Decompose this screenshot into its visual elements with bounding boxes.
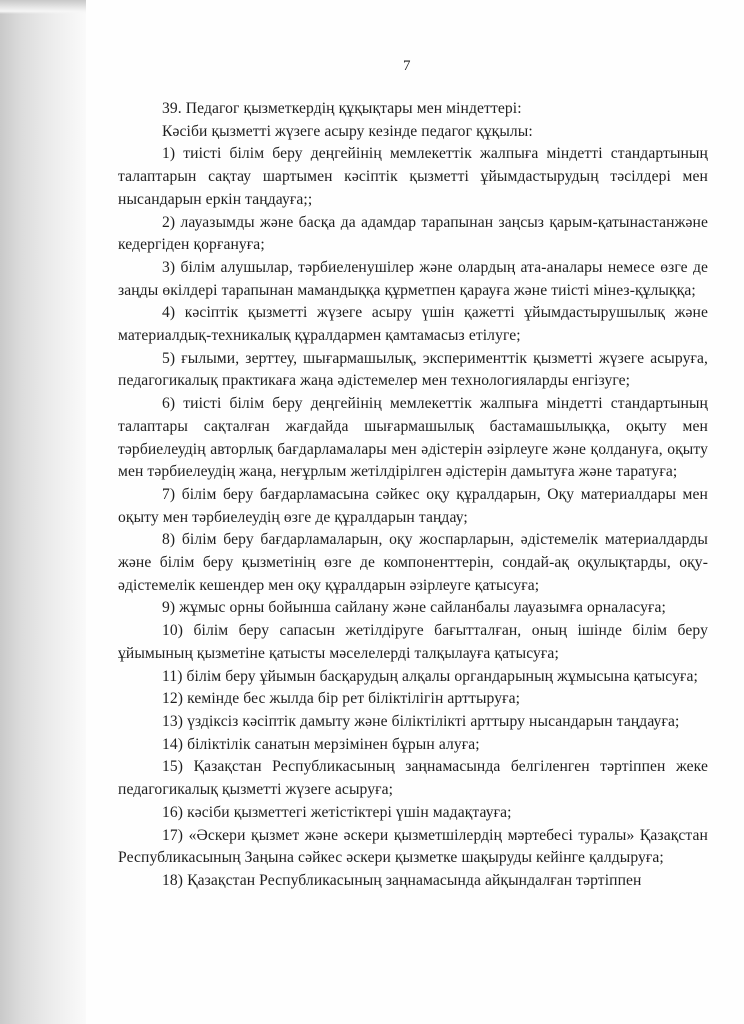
list-item: 6) тиісті білім беру деңгейінің мемлекеттік жалпыға міндетті стандартының талаптары сақталған жағдайда шығармашылық бастамашылыққа, оқыту мен тәрбиелеудің авторлық бағдарламалары мен әдістерін әзірлеуге және қолдануға, оқыту мен тәрбиелеудің жаңа, неғұрлым жетілдірілген әдістерін дамытуға және таратуға; — [118, 395, 708, 481]
intro-paragraph: Кәсіби қызметті жүзеге асыру кезінде педагог құқылы: — [162, 122, 533, 140]
scan-edge-shadow — [0, 0, 86, 1024]
list-item: 3) білім алушылар, тәрбиеленушілер және олардың ата-аналары немесе өзге де заңды өкілдері тарапынан мамандыққа құрметпен қарауға және тиісті мінез-құлыққа; — [118, 258, 708, 299]
document-body — [118, 98, 708, 893]
list-item: 1) тиісті білім беру деңгейінің мемлекеттік жалпыға міндетті стандартының талаптарын сақтау шартымен кәсіптік қызметті ұйымдастырудың тәсілдері мен нысандарын еркін таңдауға;; — [118, 145, 708, 208]
list-item: 2) лауазымды және басқа да адамдар тарапынан заңсыз қарым-қатынастанжәне кедергіден қорғануға; — [118, 213, 708, 254]
list-item: 8) білім беру бағдарламаларын, оқу жоспарларын, әдістемелік материалдарды және білім беру қызметінің өзге де компоненттерін, сондай-ақ оқулықтарды, оқу-әдістемелік кешендер мен оқу құралдарын әзірлеуге қатысуға; — [118, 531, 708, 594]
list-item: 11) білім беру ұйымын басқарудың алқалы органдарының жұмысына қатысуға; — [162, 667, 698, 685]
list-item: 12) кемінде бес жылда бір рет біліктілігін арттыруға; — [162, 690, 521, 708]
list-item: 4) кәсіптік қызметті жүзеге асыру үшін қажетті ұйымдастырушылық және материалдық-техникалық құралдармен қамтамасыз етілуге; — [118, 304, 708, 345]
section-heading: 39. Педагог қызметкердің құқықтары мен міндеттері: — [162, 100, 522, 117]
list-item: 15) Қазақстан Республикасының заңнамасында белгіленген тәртіппен жеке педагогикалық қызметті жүзеге асыруға; — [118, 758, 708, 799]
list-item: 17) «Әскери қызмет және әскери қызметшілердің мәртебесі туралы» Қазақстан Республикасының Заңына сәйкес әскери қызметке шақыруды кейінге қалдыруға; — [118, 826, 708, 867]
list-item: 14) біліктілік санатын мерзімінен бұрын алуға; — [162, 735, 480, 753]
list-item: 16) кәсіби қызметтегі жетістіктері үшін мадақтауға; — [162, 803, 512, 821]
list-item: 10) білім беру сапасын жетілдіруге бағытталған, оның ішінде білім беру ұйымының қызметіне қатысты мәселелерді талқылауға қатысуға; — [118, 622, 708, 662]
list-item: 5) ғылыми, зерттеу, шығармашылық, эксперименттік қызметті жүзеге асыруға, педагогикалық практикаға жаңа әдістемелер мен технологияларды енгізуге; — [118, 349, 708, 390]
page-number: 7 — [403, 58, 411, 74]
list-item: 7) білім беру бағдарламасына сәйкес оқу құралдарын, Оқу материалдары мен оқыту мен тәрбиелеудің өзге де құралдарын таңдау; — [118, 485, 708, 526]
list-item: 18) Қазақстан Республикасының заңнамасында айқындалған тәртіппен — [162, 871, 642, 889]
list-item: 9) жұмыс орны бойынша сайлану және сайланбалы лауазымға орналасуға; — [162, 599, 666, 617]
list-item: 13) үздіксіз кәсіптік дамыту және біліктілікті арттыру нысандарын таңдауға; — [162, 712, 680, 730]
